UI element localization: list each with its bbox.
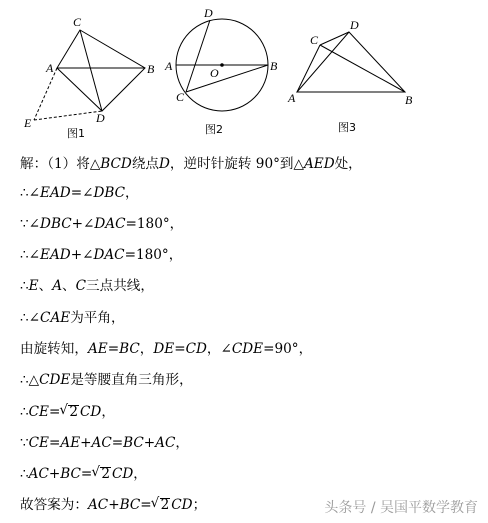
fig2-label-c: C <box>176 90 185 104</box>
fig2-caption: 图2 <box>205 123 223 136</box>
solution-line-6: ∴∠CAE为平角， <box>20 310 125 326</box>
solution-line-9: ∴CE=√ 2 CD， <box>20 404 115 420</box>
fig2-label-a: A <box>165 59 173 73</box>
fig3-caption: 图3 <box>338 121 356 134</box>
fig1-caption: 图1 <box>67 127 85 140</box>
solution-line-12: 故答案为：AC+BC=√ 2 CD； <box>20 497 206 513</box>
solution-line-10: ∵CE=AE+AC=BC+AC， <box>20 435 189 451</box>
solution-line-4: ∴∠EAD+∠DAC=180°， <box>20 247 183 263</box>
fig3-label-b: B <box>405 93 413 107</box>
sqrt-symbol: √ 2 <box>152 497 171 513</box>
fig3-label-d: D <box>350 18 359 32</box>
fig3-label-c: C <box>310 33 319 47</box>
solution-line-7: 由旋转知，AE=BC，DE=CD，∠CDE=90°， <box>20 341 313 357</box>
solution-line-2: ∴∠EAD=∠DBC， <box>20 185 139 201</box>
geometry-figures <box>0 0 488 148</box>
fig2-center-dot <box>220 63 224 67</box>
sqrt-symbol: √ 2 <box>60 404 79 420</box>
solution-line-8: ∴△CDE是等腰直角三角形， <box>20 372 193 388</box>
fig3-label-a: A <box>288 91 296 105</box>
fig1-label-e: E <box>24 116 32 130</box>
solution-line-11: ∴AC+BC=√ 2 CD， <box>20 466 147 482</box>
watermark <box>324 497 478 517</box>
solution-line-3: ∵∠DBC+∠DAC=180°， <box>20 216 184 232</box>
solution-line-5: ∴E、A、C三点共线， <box>20 278 154 294</box>
sqrt-symbol: √ 2 <box>92 466 111 482</box>
fig2-label-b: B <box>270 59 278 73</box>
watermark-text: 头条号 / 吴国平数学教育 <box>324 500 478 516</box>
fig1-label-a: A <box>46 61 54 75</box>
fig2-label-d: D <box>204 6 213 20</box>
fig1-label-c: C <box>73 15 82 29</box>
fig2-label-o: O <box>210 66 219 80</box>
fig1-label-b: B <box>147 62 155 76</box>
figure-1 <box>34 30 145 120</box>
solution-line-1: 解：（1）将△BCD绕点D，逆时针旋转 90°到△AED处， <box>20 156 362 172</box>
fig1-label-d: D <box>96 111 105 125</box>
